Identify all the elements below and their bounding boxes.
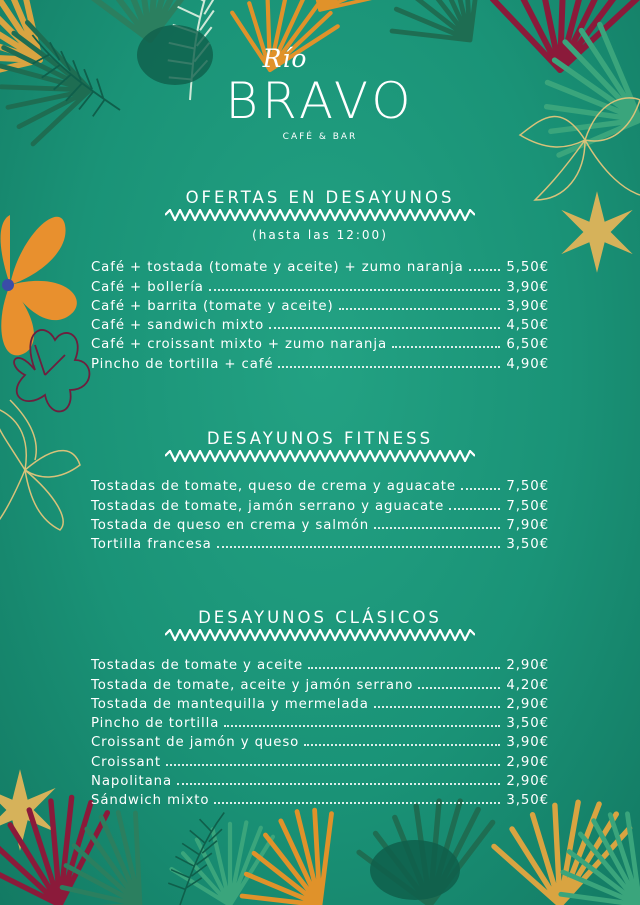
menu-item (91, 673, 549, 692)
item-name: Café + barrita (tomate y aceite) (91, 298, 334, 314)
dot-leader (469, 268, 501, 271)
item-price: 2,90€ (506, 754, 549, 770)
item-price: 7,90€ (506, 517, 549, 533)
item-price: 7,50€ (506, 498, 549, 514)
menu-item (91, 693, 549, 712)
menu-item (91, 770, 549, 789)
item-name: Croissant (91, 754, 162, 770)
brand-tagline: CAFÉ & BAR (282, 132, 358, 142)
section-title-fitness: DESAYUNOS FITNESS (206, 429, 434, 448)
dot-leader (461, 487, 500, 490)
item-price: 7,50€ (506, 479, 549, 495)
menu-list-clasicos (91, 654, 549, 808)
item-price: 4,90€ (506, 356, 549, 372)
item-name: Café + sandwich mixto (91, 318, 265, 334)
lily-flower-icon (0, 400, 80, 530)
item-name: Café + tostada (tomate y aceite) + zumo naranja (91, 260, 464, 276)
item-name: Tostadas de tomate, jamón serrano y aguacate (91, 498, 445, 514)
dot-leader (214, 801, 500, 804)
item-name: Tostada de mantequilla y mermelada (91, 696, 369, 712)
item-price: 2,90€ (506, 696, 549, 712)
item-price: 3,50€ (506, 537, 549, 553)
item-name: Café + croissant mixto + zumo naranja (91, 337, 388, 353)
dot-leader (278, 365, 500, 368)
zigzag-divider (165, 629, 475, 641)
dot-leader (339, 307, 501, 310)
item-name: Sándwich mixto (91, 793, 210, 809)
dot-leader (269, 326, 500, 329)
item-name: Napolitana (91, 774, 172, 790)
brand-script-name: Río (262, 44, 308, 73)
item-name: Pincho de tortilla + café (91, 356, 274, 372)
brand-name: BRAVO (225, 72, 415, 130)
section-title-clasicos: DESAYUNOS CLÁSICOS (198, 608, 442, 627)
dot-leader (166, 763, 500, 766)
item-name: Pincho de tortilla (91, 716, 220, 732)
dot-leader (392, 345, 500, 348)
item-name: Café + bollería (91, 279, 204, 295)
menu-item (91, 731, 549, 750)
dot-leader (449, 507, 500, 510)
menu-item (91, 256, 549, 275)
menu-item (91, 789, 549, 808)
menu-item (91, 314, 549, 333)
item-name: Tostada de queso en crema y salmón (91, 517, 370, 533)
item-name: Tostadas de tomate, queso de crema y aguacate (91, 479, 456, 495)
dot-leader (374, 526, 500, 529)
item-name: Tortilla francesa (91, 537, 212, 553)
menu-item (91, 654, 549, 673)
menu-item (91, 712, 549, 731)
menu-item (91, 295, 549, 314)
menu-item (91, 352, 549, 371)
item-price: 2,90€ (506, 658, 549, 674)
item-price: 3,50€ (506, 716, 549, 732)
section-note: (hasta las 12:00) (252, 228, 388, 242)
dot-leader (304, 743, 500, 746)
item-price: 3,50€ (506, 793, 549, 809)
dot-leader (308, 666, 500, 669)
item-name: Croissant de jamón y queso (91, 735, 300, 751)
monstera-leaf-icon (370, 840, 460, 900)
item-price: 5,50€ (506, 260, 549, 276)
dot-leader (209, 288, 501, 291)
dot-leader (418, 686, 500, 689)
menu-list-ofertas (91, 256, 549, 372)
menu-list-fitness (91, 475, 549, 552)
dot-leader (374, 705, 501, 708)
item-price: 3,90€ (506, 735, 549, 751)
menu-item (91, 275, 549, 294)
item-name: Tostadas de tomate y aceite (91, 658, 304, 674)
item-price: 4,50€ (506, 318, 549, 334)
menu-item (91, 533, 549, 552)
zigzag-divider (165, 209, 475, 221)
item-price: 4,20€ (506, 677, 549, 693)
dot-leader (217, 545, 501, 548)
zigzag-divider (165, 450, 475, 462)
item-price: 3,90€ (506, 279, 549, 295)
item-price: 3,90€ (506, 298, 549, 314)
item-name: Tostada de tomate, aceite y jamón serrano (91, 677, 414, 693)
dot-leader (224, 724, 500, 727)
menu-item (91, 494, 549, 513)
menu-item (91, 475, 549, 494)
item-price: 2,90€ (506, 774, 549, 790)
dot-leader (177, 782, 500, 785)
section-title-ofertas: OFERTAS EN DESAYUNOS (185, 188, 455, 207)
menu-item (91, 750, 549, 769)
item-price: 6,50€ (506, 337, 549, 353)
menu-item (91, 333, 549, 352)
menu-item (91, 514, 549, 533)
